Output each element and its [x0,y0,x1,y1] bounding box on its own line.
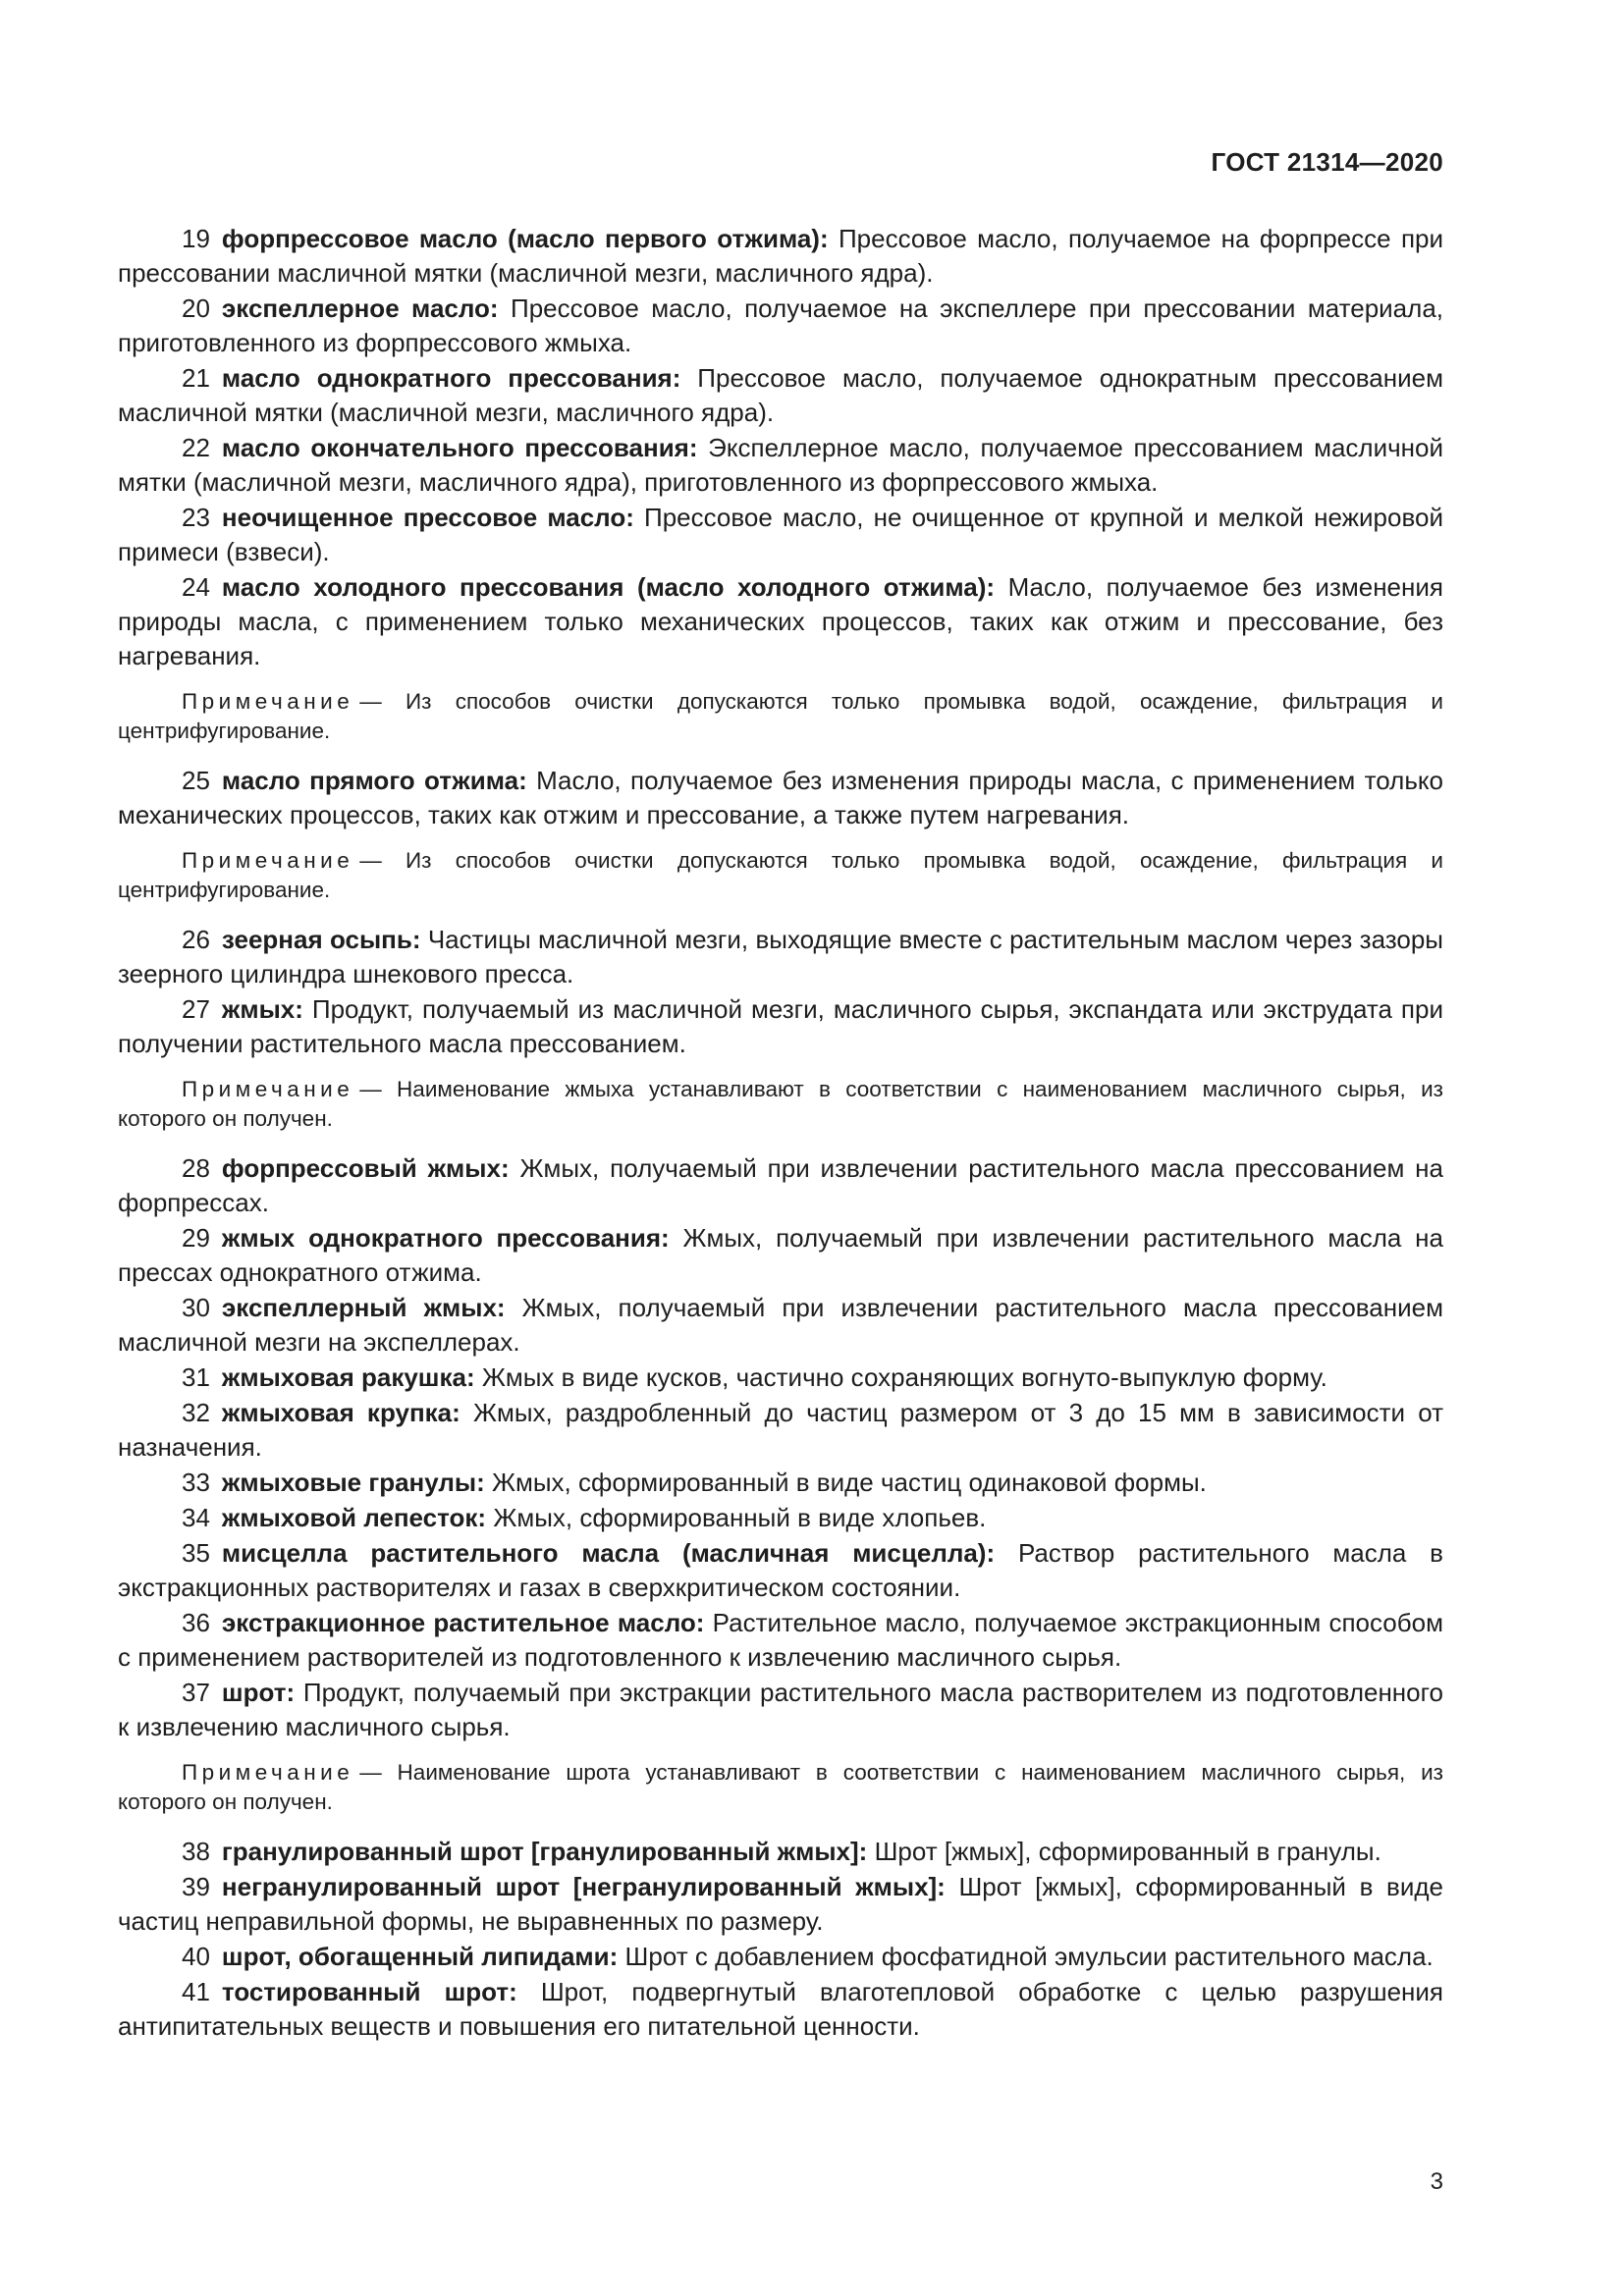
term-title: неочищенное прессовое масло: [221,503,634,532]
term-number: 35 [182,1538,210,1568]
term-text: Жмых, получаемый при извлечении растительного масла прессованием масличной мезги на экспеллерах. [118,1293,1443,1357]
definitions-list [118,222,1443,2045]
term-definition [118,1151,1443,1220]
term-text: Прессовое масло, не очищенное от крупной и мелкой нежировой примеси (взвеси). [118,503,1443,566]
term-definition [118,1501,1443,1535]
term-title: экспеллерный жмых: [221,1293,506,1322]
term-text: Шрот [жмых], сформированный в гранулы. [874,1837,1381,1866]
page-number: 3 [1430,2168,1443,2195]
term-definition [118,1396,1443,1465]
term-number: 36 [182,1608,210,1637]
term-text: Прессовое масло, получаемое на форпрессе при прессовании масличной мятки (масличной мезги, масличного ядра). [118,224,1444,288]
note-text: — Из способов очистки допускаются только промывка водой, осаждение, фильтрация и центрифугирование. [118,848,1443,902]
term-number: 28 [182,1153,210,1183]
term-definition [118,1466,1443,1500]
term-title: негранулированный шрот [негранулированный жмых]: [221,1872,946,1901]
term-definition [118,1536,1443,1605]
term-title: экспеллерное масло: [221,294,499,323]
term-definition [118,1940,1443,1974]
term-number: 20 [182,294,210,323]
term-definition [118,222,1443,291]
term-title: масло окончательного прессования: [221,433,698,462]
term-title: жмыховые гранулы: [221,1468,485,1497]
term-number: 38 [182,1837,210,1866]
term-number: 22 [182,433,210,462]
term-text: Жмых, сформированный в виде частиц одинаковой формы. [491,1468,1207,1497]
term-text: Прессовое масло, получаемое на экспеллере при прессовании материала, приготовленного из форпрессового жмыха. [118,294,1443,357]
term-definition [118,1835,1443,1869]
term-number: 41 [182,1977,210,2006]
term-definition [118,361,1443,430]
term-number: 34 [182,1503,210,1532]
term-text: Прессовое масло, получаемое однократным прессованием масличной мятки (масличной мезги, масличного ядра). [118,363,1443,427]
term-text: Раствор растительного масла в экстракционных растворителях и газах в сверхкритическом состоянии. [118,1538,1443,1602]
term-text: Жмых, получаемый при извлечении растительного масла на прессах однократного отжима. [118,1223,1443,1287]
term-number: 23 [182,503,210,532]
term-definition [118,992,1443,1061]
term-title: тостированный шрот: [221,1977,517,2006]
term-text: Жмых, сформированный в виде хлопьев. [493,1503,987,1532]
term-definition [118,1361,1443,1395]
term-title: жмых однократного прессования: [221,1223,670,1253]
term-definition [118,292,1443,360]
note [118,1758,1443,1817]
term-title: гранулированный шрот [гранулированный жмых]: [221,1837,868,1866]
term-title: зеерная осыпь: [221,925,421,954]
term-definition [118,1870,1443,1939]
term-definition [118,1975,1443,2044]
document-standard-id: ГОСТ 21314—2020 [1211,147,1443,177]
term-text: Шрот с добавлением фосфатидной эмульсии растительного масла. [624,1942,1434,1971]
term-title: масло однократного прессования: [221,363,681,393]
term-definition [118,570,1443,673]
term-number: 25 [182,766,210,795]
term-number: 40 [182,1942,210,1971]
term-text: Растительное масло, получаемое экстракционным способом с применением растворителей из подготовленного к извлечению масличного сырья. [118,1608,1443,1672]
note-label: Примечание [182,1077,354,1101]
term-number: 19 [182,224,210,253]
term-title: форпрессовый жмых: [221,1153,510,1183]
term-text: Шрот, подвергнутый влаготепловой обработке с целью разрушения антипитательных веществ и повышения его питательной ценности. [118,1977,1443,2041]
term-text: Частицы масличной мезги, выходящие вместе с растительным маслом через зазоры зеерного цилиндра шнекового пресса. [118,925,1443,988]
term-text: Продукт, получаемый при экстракции растительного масла растворителем из подготовленного к извлечению масличного сырья. [118,1678,1443,1741]
term-text: Жмых, получаемый при извлечении растительного масла прессованием на форпрессах. [118,1153,1443,1217]
term-text: Масло, получаемое без изменения природы масла, с применением только механических процессов, таких как отжим и прессование, без нагревания. [118,572,1443,670]
term-number: 21 [182,363,210,393]
term-text: Жмых, раздробленный до частиц размером от 3 до 15 мм в зависимости от назначения. [118,1398,1443,1462]
term-title: жмых: [221,994,303,1024]
note [118,687,1443,746]
note [118,1075,1443,1134]
term-title: масло прямого отжима: [221,766,527,795]
term-number: 27 [182,994,210,1024]
term-number: 31 [182,1362,210,1392]
term-number: 24 [182,572,210,602]
term-number: 33 [182,1468,210,1497]
note-text: — Из способов очистки допускаются только промывка водой, осаждение, фильтрация и центрифугирование. [118,689,1443,743]
note-text: — Наименование шрота устанавливают в соответствии с наименованием масличного сырья, из которого он получен. [118,1760,1443,1814]
term-title: шрот: [221,1678,296,1707]
term-text: Шрот [жмых], сформированный в виде частиц неправильной формы, не выравненных по размеру. [118,1872,1443,1936]
document-page [118,0,1443,2296]
term-title: шрот, обогащенный липидами: [221,1942,619,1971]
term-definition [118,1676,1443,1744]
term-text: Масло, получаемое без изменения природы масла, с применением только механических процессов, таких как отжим и прессование, а также путем нагревания. [118,766,1443,829]
term-definition [118,431,1443,500]
term-title: жмыховая крупка: [221,1398,460,1427]
term-number: 26 [182,925,210,954]
term-definition [118,1606,1443,1675]
term-definition [118,923,1443,991]
term-definition [118,1221,1443,1290]
term-definition [118,764,1443,832]
note-text: — Наименование жмыха устанавливают в соответствии с наименованием масличного сырья, из которого он получен. [118,1077,1443,1131]
term-text: Продукт, получаемый из масличной мезги, масличного сырья, экспандата или экструдата при получении растительного масла прессованием. [118,994,1443,1058]
term-number: 32 [182,1398,210,1427]
term-number: 37 [182,1678,210,1707]
term-number: 39 [182,1872,210,1901]
term-title: жмыховая ракушка: [221,1362,475,1392]
note-label: Примечание [182,1760,354,1785]
term-definition [118,501,1443,569]
note [118,846,1443,905]
note-label: Примечание [182,848,354,873]
term-definition [118,1291,1443,1360]
term-title: масло холодного прессования (масло холодного отжима): [221,572,996,602]
term-title: форпрессовое масло (масло первого отжима): [221,224,829,253]
term-title: мисцелла растительного масла (масличная мисцелла): [221,1538,996,1568]
term-number: 30 [182,1293,210,1322]
term-text: Экспеллерное масло, получаемое прессованием масличной мятки (масличной мезги, масличного ядра), приготовленного из форпрессового жмыха. [118,433,1443,497]
term-number: 29 [182,1223,210,1253]
term-title: экстракционное растительное масло: [221,1608,705,1637]
note-label: Примечание [182,689,354,714]
term-title: жмыховой лепесток: [221,1503,487,1532]
term-text: Жмых в виде кусков, частично сохраняющих вогнуто-выпуклую форму. [481,1362,1327,1392]
